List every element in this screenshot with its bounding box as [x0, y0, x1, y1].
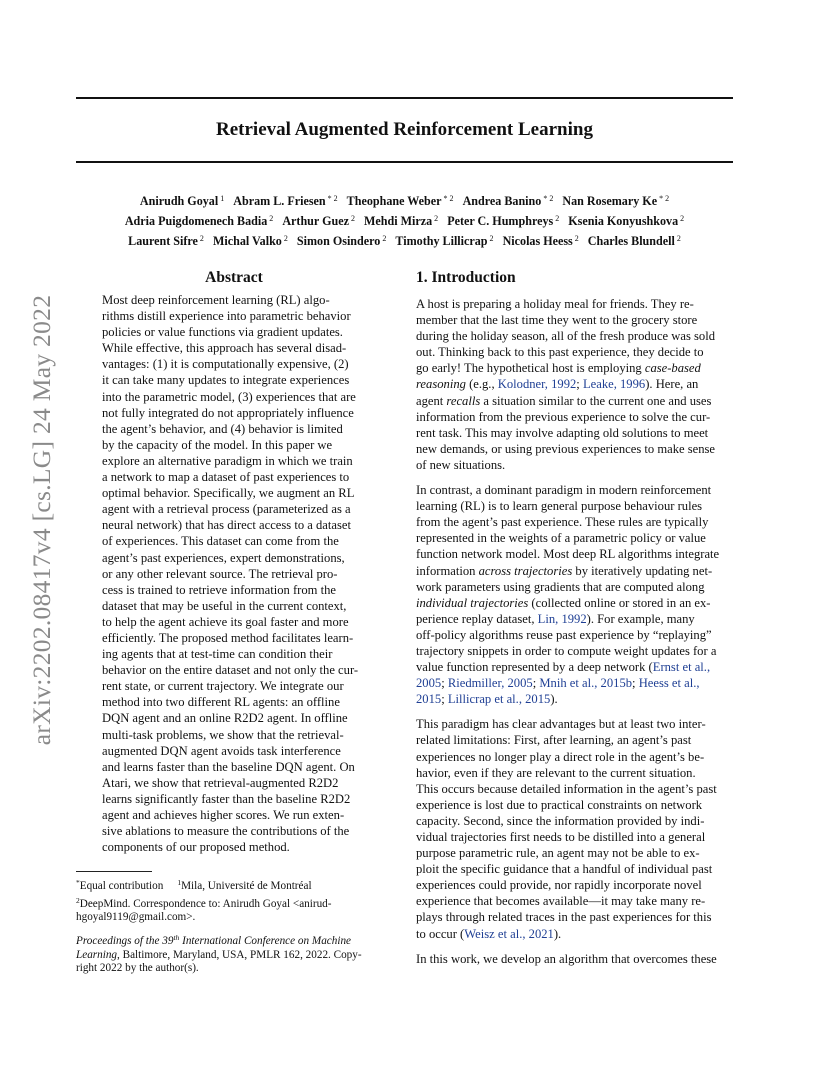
abstract-line: agent’s past experiences, expert demonstrations,: [102, 550, 345, 565]
author: Adria Puigdomenech Badia $^2$: [124, 214, 274, 228]
abstract-line: and learns faster than the baseline DQN agent. On: [102, 759, 355, 774]
abstract-line: not fully integrated do not appropriately influence: [102, 405, 354, 420]
author: Mehdi Mirza $^2$: [363, 214, 439, 228]
author: Andrea Banino $^{* 2}$: [462, 194, 554, 208]
intro-paragraph-3: This paradigm has clear advantages but at least two inter- related limitations: First, after learning, an agent’s past experiences no longer play a direct role in the agent’s be- havior, even if they are relevant to the current situation. This occurs because detailed information in the agent’s past experience is lost due to practical constraints on network capacity. Second, since the information provided by indi- vidual trajectories first needs to be distilled into a general purpose parametric rule, an agent may not be able to ex- ploit the specific guidance that a handful of individual past experiences could provide, nor rapidly incorporate novel experience that becomes available—it may take many re- plays through related traces in the past experiences for this to occur (Weisz et al., 2021).: [416, 717, 717, 941]
footnote-rule: [76, 871, 152, 872]
author: Abram L. Friesen $^{* 2}$: [233, 194, 338, 208]
introduction-body: [416, 296, 734, 976]
abstract-line: by the capacity of the model. In this paper we: [102, 437, 333, 452]
footnote-affiliations: *Equal contribution $^1$Mila, Université de Montréal $^2$DeepMind. Correspondence to: Anirudh Goyal <anirud- hgoyal9119@gmail.com>.: [76, 878, 332, 924]
abstract-line: agent with a retrieval process (parameterized as a: [102, 502, 351, 517]
author-list: [76, 190, 733, 250]
abstract-line: learns significantly faster than the baseline R2D2: [102, 791, 351, 806]
citation-link[interactable]: Leake, 1996: [582, 377, 646, 392]
abstract-line: agent and achieves higher scores. We run exten-: [102, 808, 345, 822]
abstract-line: efficiently. The proposed method facilitates learn-: [102, 630, 354, 645]
citation-link[interactable]: Heess et al.,: [638, 676, 700, 691]
abstract-line: Most deep reinforcement learning (RL) algo-: [102, 293, 330, 307]
abstract-line: cess is trained to retrieve information from the: [102, 582, 336, 597]
author: Timothy Lillicrap $^2$: [395, 234, 494, 248]
citation-link[interactable]: 2005: [416, 676, 442, 691]
citation-link[interactable]: Ernst et al.,: [652, 660, 711, 675]
abstract-line: the agent’s behavior, and (4) behavior is limited: [102, 421, 343, 436]
author: Anirudh Goyal $^1$: [139, 194, 225, 208]
author: Ksenia Konyushkova $^2$: [568, 214, 685, 228]
author: Laurent Sifre $^2$: [128, 234, 204, 248]
citation-link[interactable]: Mnih et al., 2015b: [539, 676, 633, 691]
paper-title: Retrieval Augmented Reinforcement Learning: [216, 119, 593, 140]
author: Nicolas Heess $^2$: [502, 234, 579, 248]
author: Charles Blundell $^2$: [587, 234, 681, 248]
abstract-line: method into two different RL agents: an offline: [102, 695, 340, 710]
title-top-rule: [76, 97, 733, 99]
abstract-paragraph: [102, 292, 366, 855]
abstract-line: to help the agent achieve its goal faster and more: [102, 614, 349, 629]
introduction-heading: 1. Introduction: [416, 269, 516, 286]
abstract-line: a network to map a dataset of past experiences to: [102, 470, 350, 485]
author: Peter C. Humphreys $^2$: [447, 214, 560, 228]
abstract-line: optimal behavior. Specifically, we augment an RL: [102, 486, 355, 501]
author: Simon Osindero $^2$: [296, 234, 387, 248]
footnote-proceedings: Proceedings of the 39th International Conference on Machine Learning, Baltimore, Maryland, USA, PMLR 162, 2022. Copy- right 2022 by the author(s).: [76, 933, 362, 975]
abstract-line: of experiences. This dataset can come from the: [102, 534, 339, 549]
arxiv-identifier-stamp: arXiv:2202.08417v4 [cs.LG] 24 May 2022: [27, 294, 56, 746]
citation-link[interactable]: Kolodner, 1992: [497, 377, 577, 392]
author-line-3: [76, 230, 733, 250]
abstract-line: behavior on the entire dataset and not only the cur-: [102, 663, 359, 678]
abstract-line: rent state, or current trajectory. We integrate our: [102, 679, 344, 694]
abstract-line: Atari, we show that retrieval-augmented R2D2: [102, 775, 339, 790]
abstract-line: rithms distill experience into parametric behavior: [102, 309, 351, 324]
author: Theophane Weber $^{* 2}$: [346, 194, 454, 208]
abstract-line: neural network) that has direct access to a dataset: [102, 518, 351, 533]
author-line-1: [76, 190, 733, 210]
abstract-line: or any other relevant source. The retrieval pro-: [102, 566, 338, 581]
citation-link[interactable]: Lillicrap et al., 2015: [447, 692, 551, 707]
title-bottom-rule: [76, 161, 733, 163]
citation-link[interactable]: Riedmiller, 2005: [447, 676, 533, 691]
abstract-heading: Abstract: [205, 269, 263, 286]
abstract-line: components of our proposed method.: [102, 840, 290, 855]
abstract-line: augmented DQN agent avoids task interference: [102, 743, 341, 758]
abstract-body: [102, 292, 366, 855]
abstract-line: explore an alternative paradigm in which we train: [102, 453, 353, 468]
abstract-line: sive ablations to measure the contributions of the: [102, 824, 350, 839]
intro-paragraph-2: In contrast, a dominant paradigm in modern reinforcement learning (RL) is to learn general purpose behaviour rules from the agent’s past experience. These rules are typically represented in the weights of a parametric policy or value function network model. Most deep RL algorithms integrate information across trajectories by iteratively updating net- work parameters using gradients that are computed along individual trajectories (collected online or stored in an ex- perience replay dataset, Lin, 1992). For example, many off-policy algorithms reuse past experience by “replaying” trajectory snippets in order to compute weight updates for a value function represented by a deep network (Ernst et al., 2005; Riedmiller, 2005; Mnih et al., 2015b; Heess et al., 2015; Lillicrap et al., 2015).: [416, 483, 720, 707]
abstract-line: DQN agent and an online R2D2 agent. In offline: [102, 711, 348, 726]
author: Nan Rosemary Ke $^{* 2}$: [562, 194, 670, 208]
author: Arthur Guez $^2$: [282, 214, 355, 228]
abstract-line: While effective, this approach has several disad-: [102, 341, 347, 356]
abstract-line: vantages: (1) it is computationally expensive, (2): [102, 357, 349, 372]
intro-paragraph-1: A host is preparing a holiday meal for friends. They re- member that the last time they went to the grocery store during the holiday season, all of the fresh produce was sold out. Thinking back to this past experience, they decide to go early! The hypothetical host is employing case-based reasoning (e.g., Kolodner, 1992; Leake, 1996). Here, an agent recalls a situation similar to the current one and uses information from the previous experience to solve the cur- rent task. This may involve adapting old solutions to meet new demands, or using previous experiences to make sense of new situations.: [416, 297, 716, 472]
abstract-line: ing agents that at test-time can condition their: [102, 647, 333, 662]
citation-link[interactable]: 2015: [416, 692, 442, 707]
citation-link[interactable]: Lin, 1992: [537, 611, 587, 626]
intro-paragraph-4: In this work, we develop an algorithm that overcomes these: [416, 951, 717, 966]
citation-link[interactable]: Weisz et al., 2021: [464, 926, 554, 941]
abstract-line: multi-task problems, we show that the retrieval-: [102, 727, 344, 742]
author: Michal Valko $^2$: [212, 234, 288, 248]
abstract-line: policies or value functions via gradient updates.: [102, 325, 343, 340]
abstract-line: into the parametric model, (3) experiences that are: [102, 389, 356, 404]
author-line-2: [76, 210, 733, 230]
abstract-line: it can take many updates to integrate experiences: [102, 373, 350, 388]
abstract-line: dataset that may be useful in the current context,: [102, 598, 347, 613]
